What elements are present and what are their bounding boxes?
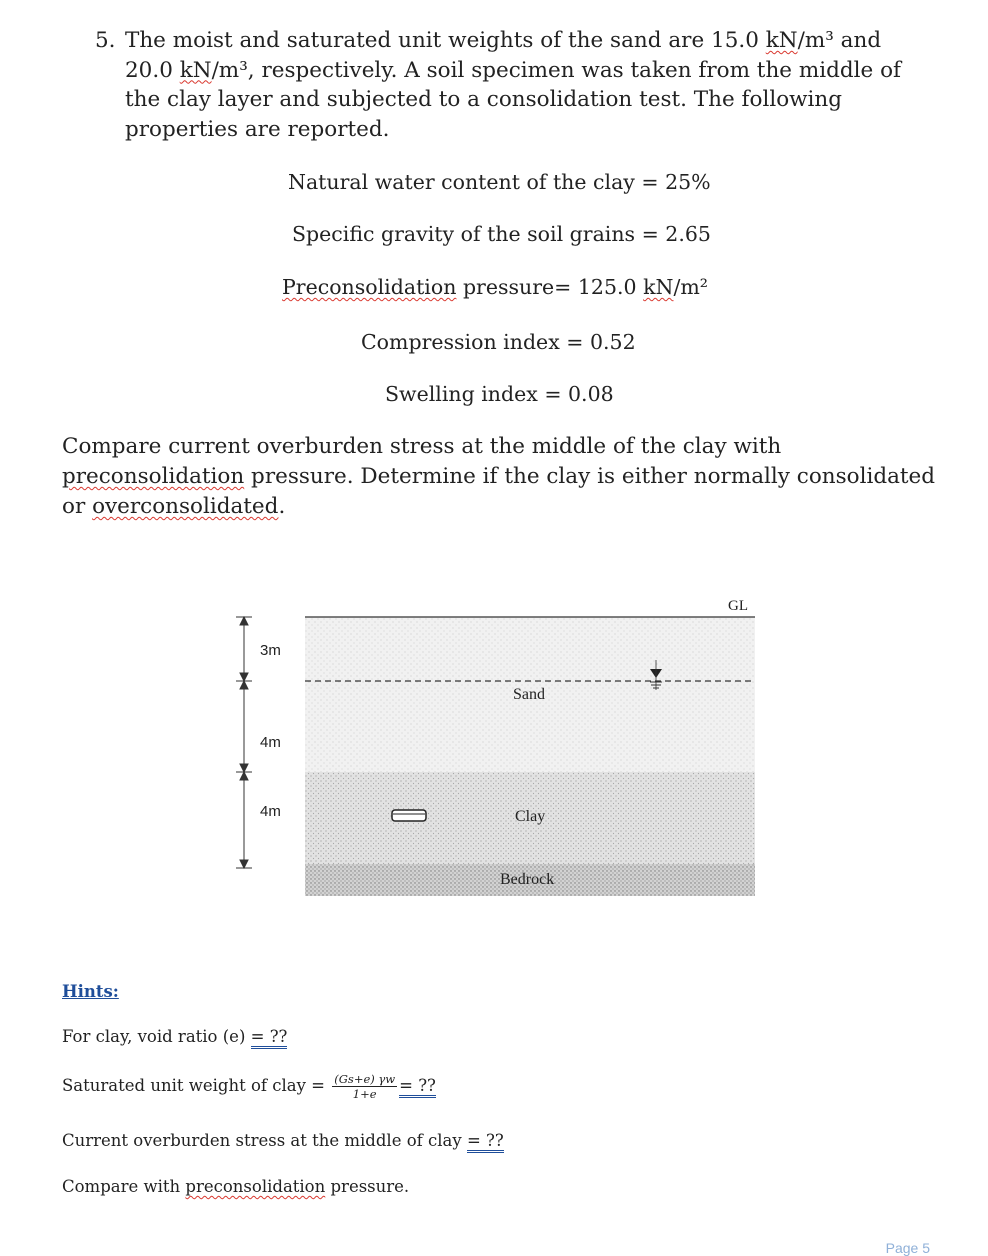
- clay-specimen-icon: [392, 810, 426, 821]
- fraction-numerator: (Gs+e) γw: [334, 1072, 396, 1086]
- question-text-part1: The moist and saturated unit weights of the sand are 15.0: [125, 28, 759, 53]
- hint-saturated-weight: [62, 1072, 436, 1101]
- hint-void-ratio-value: = ??: [251, 1027, 288, 1049]
- dimension-label-clay: 4m: [260, 803, 281, 820]
- dimension-label-sand-dry: 3m: [260, 642, 281, 659]
- property-compression-index: Compression index = 0.52: [361, 330, 636, 354]
- compare-text-part2: pressure. Determine if the clay is either normally consolidated or: [62, 464, 936, 519]
- hint-compare-post: pressure.: [325, 1177, 410, 1196]
- fraction-denominator: 1+e: [352, 1087, 377, 1101]
- unit-kn-1: kN: [765, 28, 798, 53]
- dimension-label-sand-wet: 4m: [260, 734, 281, 751]
- question-number: 5.: [95, 28, 116, 53]
- question-text: [125, 26, 925, 144]
- sand-label: Sand: [513, 686, 545, 703]
- hint-void-ratio: [62, 1027, 287, 1046]
- compare-text-part1: Compare current overburden stress at the middle of the clay with: [62, 434, 782, 459]
- property-specific-gravity: Specific gravity of the soil grains = 2.65: [292, 222, 711, 246]
- depth-dimension-lines: [236, 617, 252, 868]
- hint-overburden-text: Current overburden stress at the middle of clay: [62, 1131, 467, 1150]
- compare-text-part3: .: [278, 494, 286, 519]
- page-number: Page 5: [885, 1240, 930, 1256]
- hint-overburden: [62, 1131, 504, 1150]
- hint-compare-text: Compare with: [62, 1177, 186, 1196]
- bedrock-label: Bedrock: [500, 871, 555, 888]
- hint-sat-weight-value: = ??: [399, 1076, 436, 1098]
- compare-word-overconsolidated: overconsolidated: [92, 494, 279, 519]
- property-swelling-index: Swelling index = 0.08: [385, 382, 614, 406]
- soil-profile-figure: [230, 590, 770, 910]
- compare-word-preconsolidation: preconsolidation: [62, 464, 245, 489]
- hints-title: Hints:: [62, 982, 119, 1001]
- hint-sat-weight-fraction: [332, 1072, 397, 1101]
- gl-label: GL: [728, 598, 748, 614]
- unit-kn-2: kN: [179, 57, 212, 83]
- preconsolidation-unit-rest: /m²: [673, 275, 709, 299]
- clay-label: Clay: [515, 808, 546, 825]
- preconsolidation-word: Preconsolidation: [282, 275, 457, 299]
- property-preconsolidation: [282, 275, 708, 299]
- compare-paragraph: [62, 432, 942, 522]
- hint-compare-word: preconsolidation: [185, 1177, 326, 1196]
- question-text-part3: /m³, respectively. A soil specimen was taken from the middle of the clay layer and subjected to a consolidation test. The following properties are reported.: [125, 57, 901, 142]
- hint-compare: [62, 1177, 409, 1196]
- hint-overburden-value: = ??: [467, 1131, 504, 1153]
- property-water-content: Natural water content of the clay = 25%: [288, 170, 711, 194]
- preconsolidation-value: pressure= 125.0: [456, 275, 644, 299]
- hints-heading: [62, 982, 119, 1001]
- preconsolidation-unit: kN: [643, 275, 674, 299]
- hint-void-ratio-text: For clay, void ratio (e): [62, 1027, 251, 1046]
- question-text-part2: /m³ and 20.0: [125, 28, 882, 83]
- hint-sat-weight-text: Saturated unit weight of clay =: [62, 1076, 331, 1095]
